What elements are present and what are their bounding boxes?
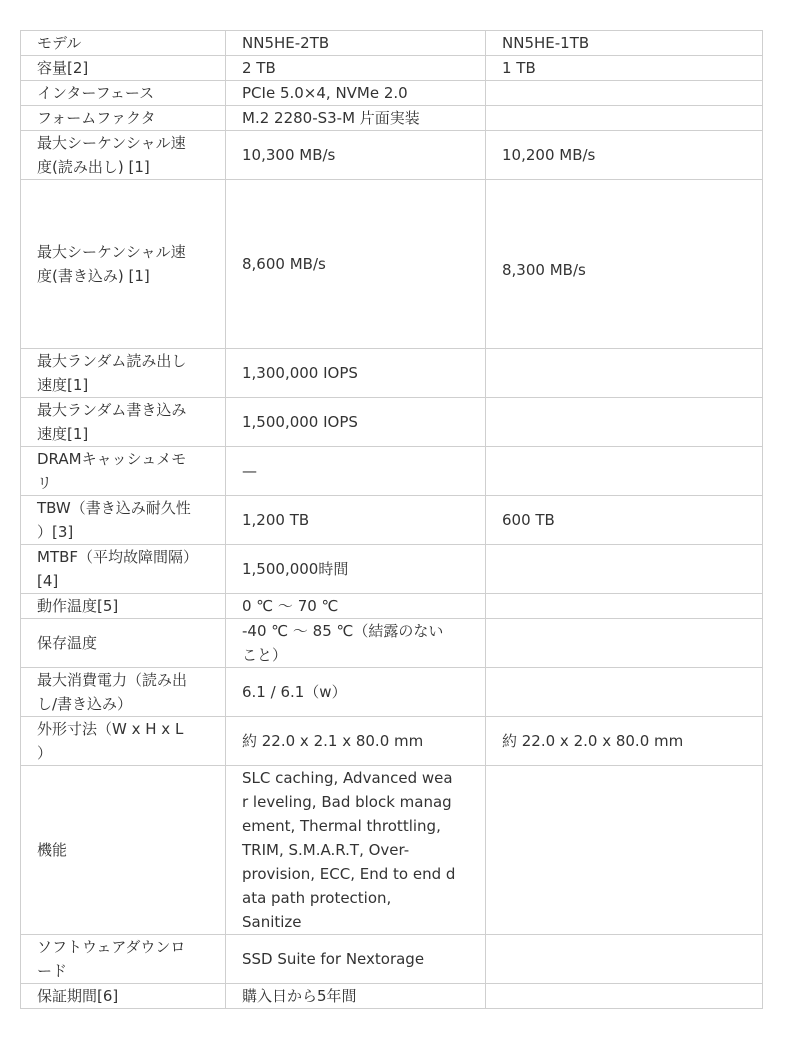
row-label: 容量[2]: [21, 56, 226, 81]
label-line: ソフトウェアダウンロ: [37, 938, 186, 956]
value-2tb: 購入日から5年間: [226, 984, 486, 1009]
table-row: [21, 180, 763, 349]
label-line: 速度[1]: [37, 376, 89, 394]
label-line: ）[3]: [37, 523, 74, 541]
label-line: [4]: [37, 572, 59, 590]
label-line: 度(読み出し) [1]: [37, 158, 150, 176]
value-line: r leveling, Bad block manag: [242, 793, 452, 811]
table-row: [21, 56, 763, 81]
row-label: 保証期間[6]: [21, 984, 226, 1009]
row-label: [21, 131, 226, 180]
value-line: Sanitize: [242, 913, 302, 931]
table-row: [21, 106, 763, 131]
label-line: 最大ランダム読み出し: [37, 352, 187, 370]
value-1tb: [486, 984, 763, 1009]
value-2tb: 約 22.0 x 2.1 x 80.0 mm: [226, 717, 486, 766]
value-2tb: 1,500,000 IOPS: [226, 398, 486, 447]
row-label: [21, 496, 226, 545]
value-line: -40 ℃ ～ 85 ℃（結露のない: [242, 622, 444, 640]
spec-table: [20, 30, 763, 1009]
value-2tb: SSD Suite for Nextorage: [226, 935, 486, 984]
row-label: [21, 717, 226, 766]
label-line: MTBF（平均故障間隔）: [37, 548, 199, 566]
value-1tb: [486, 594, 763, 619]
table-row: [21, 619, 763, 668]
table-row: [21, 717, 763, 766]
row-label: [21, 398, 226, 447]
value-line: provision, ECC, End to end d: [242, 865, 456, 883]
label-line: 最大シーケンシャル速: [37, 243, 186, 261]
label-line: DRAMキャッシュメモ: [37, 450, 187, 468]
label-line: ード: [37, 962, 68, 980]
table-row: [21, 668, 763, 717]
row-label: 保存温度: [21, 619, 226, 668]
table-row: [21, 545, 763, 594]
row-label: フォームファクタ: [21, 106, 226, 131]
value-2tb: M.2 2280-S3-M 片面実装: [226, 106, 486, 131]
value-line: こと）: [242, 646, 288, 664]
value-line: ata path protection,: [242, 889, 392, 907]
value-1tb: [486, 619, 763, 668]
table-row: [21, 398, 763, 447]
row-label: 機能: [21, 766, 226, 935]
row-label: モデル: [21, 31, 226, 56]
value-2tb: 10,300 MB/s: [226, 131, 486, 180]
value-1tb: [486, 935, 763, 984]
value-1tb: [486, 447, 763, 496]
value-1tb: [486, 81, 763, 106]
value-1tb: [486, 668, 763, 717]
value-2tb: 8,600 MB/s: [226, 180, 486, 349]
value-1tb: [486, 545, 763, 594]
row-label: [21, 349, 226, 398]
table-row: [21, 766, 763, 935]
value-1tb: NN5HE-1TB: [486, 31, 763, 56]
value-1tb: 約 22.0 x 2.0 x 80.0 mm: [486, 717, 763, 766]
table-row: [21, 594, 763, 619]
value-1tb: 1 TB: [486, 56, 763, 81]
value-1tb: [486, 349, 763, 398]
value-2tb: PCIe 5.0×4, NVMe 2.0: [226, 81, 486, 106]
value-1tb: [486, 766, 763, 935]
value-1tb: [486, 106, 763, 131]
value-2tb: NN5HE-2TB: [226, 31, 486, 56]
value-2tb: 6.1 / 6.1（w）: [226, 668, 486, 717]
label-line: リ: [37, 474, 53, 492]
value-line: SLC caching, Advanced wea: [242, 769, 453, 787]
label-line: 速度[1]: [37, 425, 89, 443]
value-1tb: 10,200 MB/s: [486, 131, 763, 180]
table-row: [21, 496, 763, 545]
label-line: 最大シーケンシャル速: [37, 134, 186, 152]
table-row: [21, 447, 763, 496]
value-2tb: 2 TB: [226, 56, 486, 81]
label-line: 最大ランダム書き込み: [37, 401, 187, 419]
label-line: ）: [37, 744, 53, 762]
value-2tb: 1,200 TB: [226, 496, 486, 545]
row-label: 動作温度[5]: [21, 594, 226, 619]
row-label: [21, 180, 226, 349]
table-row: [21, 935, 763, 984]
value-1tb: 8,300 MB/s: [486, 180, 763, 349]
row-label: [21, 447, 226, 496]
table-row: [21, 984, 763, 1009]
value-2tb: —: [226, 447, 486, 496]
row-label: [21, 545, 226, 594]
value-2tb: 1,500,000時間: [226, 545, 486, 594]
value-2tb: 1,300,000 IOPS: [226, 349, 486, 398]
label-line: 度(書き込み) [1]: [37, 267, 150, 285]
value-1tb: 600 TB: [486, 496, 763, 545]
value-2tb: [226, 619, 486, 668]
value-line: TRIM, S.M.A.R.T, Over-: [242, 841, 410, 859]
label-line: し/書き込み）: [37, 695, 133, 713]
value-1tb: [486, 398, 763, 447]
table-row: [21, 81, 763, 106]
label-line: 最大消費電力（読み出: [37, 671, 188, 689]
row-label: インターフェース: [21, 81, 226, 106]
value-2tb: 0 ℃ ～ 70 ℃: [226, 594, 486, 619]
row-label: [21, 935, 226, 984]
table-row: [21, 349, 763, 398]
value-line: ement, Thermal throttling,: [242, 817, 441, 835]
value-2tb: [226, 766, 486, 935]
table-row: [21, 31, 763, 56]
table-row: [21, 131, 763, 180]
row-label: [21, 668, 226, 717]
label-line: TBW（書き込み耐久性: [37, 499, 191, 517]
label-line: 外形寸法（W x H x L: [37, 720, 184, 738]
